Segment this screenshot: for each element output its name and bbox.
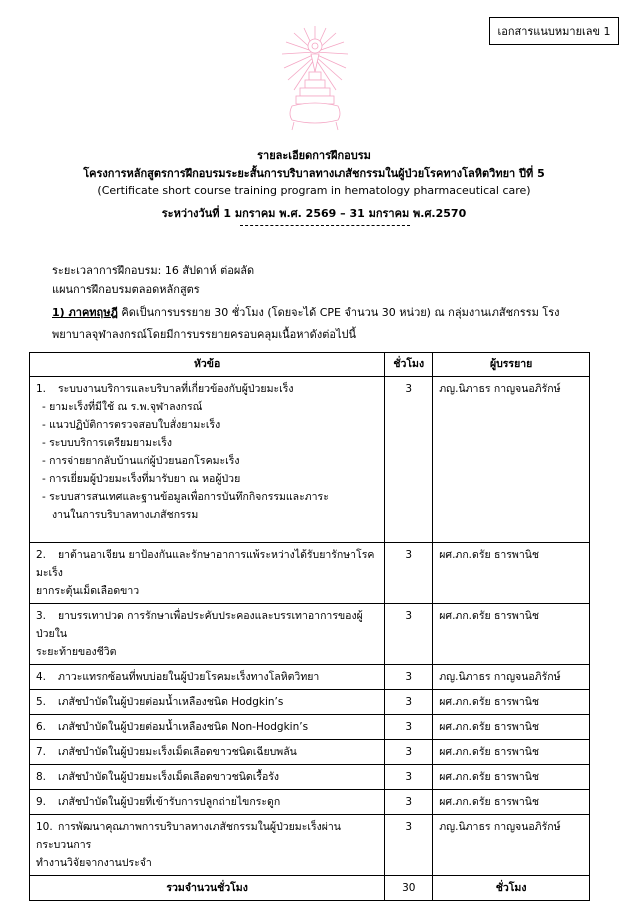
topic-cell bbox=[30, 665, 385, 690]
row-number: 1. bbox=[36, 383, 47, 395]
lecturer-cell: ผศ.ภก.ดรัย ธารพานิช bbox=[433, 715, 590, 740]
topic-text: การพัฒนาคุณภาพการบริบาลทางเภสัชกรรมในผู้ป่วยมะเร็งผ่านกระบวนการ bbox=[36, 821, 341, 851]
table-row bbox=[30, 740, 590, 765]
hours-cell: 3 bbox=[385, 604, 433, 665]
theory-description bbox=[52, 302, 572, 346]
hours-cell: 3 bbox=[385, 790, 433, 815]
project-date-range: ระหว่างวันที่ 1 มกราคม พ.ศ. 2569 – 31 มกราคม พ.ศ.2570 bbox=[161, 207, 467, 220]
topic-cell bbox=[30, 815, 385, 876]
document-attachment-label: เอกสารแนบหมายเลข 1 bbox=[489, 17, 619, 45]
total-hours: 30 bbox=[385, 876, 433, 901]
lecturer-cell: ภญ.นิภาธร กาญจนอภิรักษ์ bbox=[433, 377, 590, 543]
topic-text: ระบบงานบริการและบริบาลที่เกี่ยวข้องกับผู้ป่วยมะเร็ง bbox=[58, 383, 294, 395]
header-topic: หัวข้อ bbox=[30, 353, 385, 377]
topic-text: เภสัชบำบัดในผู้ป่วยมะเร็งเม็ดเลือดขาวชนิดเรื้อรัง bbox=[58, 771, 280, 783]
topic-text: ยาบรรเทาปวด การรักษาเพื่อประคับประคองและบรรเทาอาการของผู้ป่วยใน bbox=[36, 610, 363, 640]
theory-text: คิดเป็นการบรรยาย 30 ชั่วโมง (โดยจะได้ CPE จำนวน 30 หน่วย) ณ กลุ่มงานเภสัชกรรม โรงพยาบาลจุฬาลงกรณ์โดยมีการบรรยายครอบคลุมเนื้อหาดังต่อไปนี้ bbox=[52, 306, 560, 341]
theory-label: 1) ภาคทฤษฎี bbox=[52, 306, 118, 319]
row-number: 10. bbox=[36, 821, 53, 833]
topic-text: เภสัชบำบัดในผู้ป่วยต่อมน้ำเหลืองชนิด Non-Hodgkin’s bbox=[58, 721, 309, 733]
hours-cell: 3 bbox=[385, 377, 433, 543]
topic-text: ภาวะแทรกซ้อนที่พบบ่อยในผู้ป่วยโรคมะเร็งทางโลหิตวิทยา bbox=[58, 671, 320, 683]
table-header-row bbox=[30, 353, 590, 377]
topic-wrap: ระยะท้ายของชีวิต bbox=[36, 646, 117, 658]
subtopic: - การเยี่ยมผู้ป่วยมะเร็งที่มารับยา ณ หอผู้ป่วย bbox=[42, 473, 241, 485]
total-unit: ชั่วโมง bbox=[433, 876, 590, 901]
hours-cell: 3 bbox=[385, 690, 433, 715]
subtopic: - การจ่ายยากลับบ้านแก่ผู้ป่วยนอกโรคมะเร็ง bbox=[42, 455, 240, 467]
topic-cell bbox=[30, 543, 385, 604]
hours-cell: 3 bbox=[385, 665, 433, 690]
lecturer-cell: ผศ.ภก.ดรัย ธารพานิช bbox=[433, 690, 590, 715]
hours-cell: 3 bbox=[385, 815, 433, 876]
row-number: 5. bbox=[36, 696, 47, 708]
row-number: 9. bbox=[36, 796, 47, 808]
topic-text: เภสัชบำบัดในผู้ป่วยที่เข้ารับการปลูกถ่ายไขกระดูก bbox=[58, 796, 281, 808]
lecturer-cell: ภญ.นิภาธร กาญจนอภิรักษ์ bbox=[433, 815, 590, 876]
topic-wrap: ทำงานวิจัยจากงานประจำ bbox=[36, 857, 152, 869]
subtopic-continuation: งานในการบริบาลทางเภสัชกรรม bbox=[52, 509, 199, 521]
subtopic: - ระบบบริการเตรียมยามะเร็ง bbox=[42, 437, 173, 449]
lecturer-cell: ผศ.ภก.ดรัย ธารพานิช bbox=[433, 543, 590, 604]
topic-wrap: ยากระตุ้นเม็ดเลือดขาว bbox=[36, 585, 140, 597]
topic-cell bbox=[30, 740, 385, 765]
divider-dashed bbox=[240, 225, 410, 226]
table-row bbox=[30, 790, 590, 815]
table-row bbox=[30, 690, 590, 715]
training-duration: ระยะเวลาการฝึกอบรม: 16 สัปดาห์ ต่อผลัด bbox=[52, 264, 255, 277]
topic-cell bbox=[30, 790, 385, 815]
table-row bbox=[30, 765, 590, 790]
lecturer-cell: ผศ.ภก.ดรัย ธารพานิช bbox=[433, 790, 590, 815]
training-plan-label: แผนการฝึกอบรมตลอดหลักสูตร bbox=[52, 283, 200, 296]
topic-cell bbox=[30, 690, 385, 715]
lecturer-cell: ผศ.ภก.ดรัย ธารพานิช bbox=[433, 740, 590, 765]
table-row bbox=[30, 815, 590, 876]
subtopic: - แนวปฏิบัติการตรวจสอบใบสั่งยามะเร็ง bbox=[42, 419, 221, 431]
topic-cell bbox=[30, 604, 385, 665]
hours-cell: 3 bbox=[385, 543, 433, 604]
row-number: 2. bbox=[36, 549, 47, 561]
table-row bbox=[30, 377, 590, 543]
lecturer-cell: ภญ.นิภาธร กาญจนอภิรักษ์ bbox=[433, 665, 590, 690]
subtopic: - ระบบสารสนเทศและฐานข้อมูลเพื่อการบันทึกกิจกรรมและภาระ bbox=[42, 491, 329, 503]
topic-cell bbox=[30, 715, 385, 740]
header-hours: ชั่วโมง bbox=[385, 353, 433, 377]
hours-cell: 3 bbox=[385, 715, 433, 740]
project-title-english: (Certificate short course training program in hematology pharmaceutical care) bbox=[97, 184, 531, 197]
chulalongkorn-emblem-icon bbox=[278, 24, 352, 134]
row-number: 8. bbox=[36, 771, 47, 783]
table-row bbox=[30, 715, 590, 740]
topic-cell bbox=[30, 377, 385, 543]
project-title: โครงการหลักสูตรการฝึกอบรมระยะสั้นการบริบาลทางเภสัชกรรมในผู้ป่วยโรคทางโลหิตวิทยา ปีที่ 5 bbox=[83, 167, 545, 180]
table-row bbox=[30, 665, 590, 690]
row-number: 4. bbox=[36, 671, 47, 683]
table-row bbox=[30, 604, 590, 665]
document-heading: รายละเอียดการฝึกอบรม bbox=[257, 149, 371, 162]
topic-text: ยาต้านอาเจียน ยาป้องกันและรักษาอาการแพ้ระหว่างได้รับยารักษาโรคมะเร็ง bbox=[36, 549, 375, 579]
table-total-row bbox=[30, 876, 590, 901]
hours-cell: 3 bbox=[385, 740, 433, 765]
lecture-schedule-table bbox=[29, 352, 590, 901]
topic-cell bbox=[30, 765, 385, 790]
header-lecturer: ผู้บรรยาย bbox=[433, 353, 590, 377]
table-row bbox=[30, 543, 590, 604]
lecturer-cell: ผศ.ภก.ดรัย ธารพานิช bbox=[433, 604, 590, 665]
topic-text: เภสัชบำบัดในผู้ป่วยมะเร็งเม็ดเลือดขาวชนิดเฉียบพลัน bbox=[58, 746, 297, 758]
row-number: 3. bbox=[36, 610, 47, 622]
subtopic: - ยามะเร็งที่มีใช้ ณ ร.พ.จุฬาลงกรณ์ bbox=[42, 401, 203, 413]
total-label: รวมจำนวนชั่วโมง bbox=[30, 876, 385, 901]
row-number: 7. bbox=[36, 746, 47, 758]
topic-text: เภสัชบำบัดในผู้ป่วยต่อมน้ำเหลืองชนิด Hodgkin’s bbox=[58, 696, 284, 708]
lecturer-cell: ผศ.ภก.ดรัย ธารพานิช bbox=[433, 765, 590, 790]
hours-cell: 3 bbox=[385, 765, 433, 790]
row-number: 6. bbox=[36, 721, 47, 733]
